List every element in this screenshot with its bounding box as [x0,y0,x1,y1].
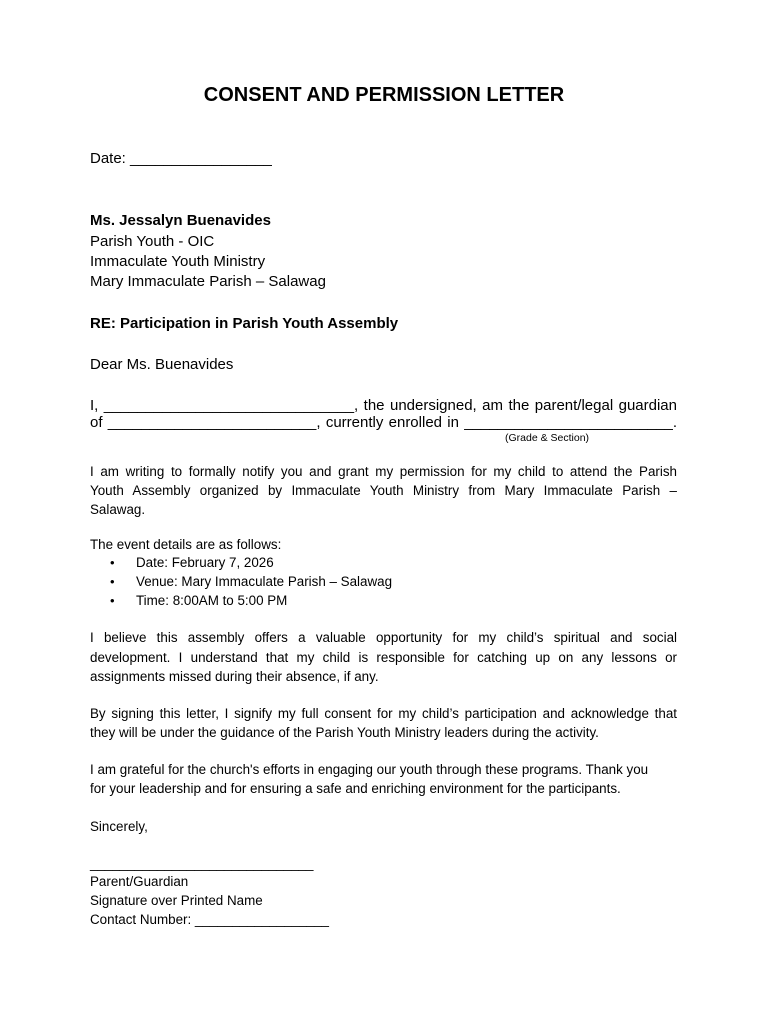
paragraph-4-line-1: I am grateful for the church's efforts in engaging our youth through these programs. Thank you [90,762,649,777]
bullet-icon: • [110,555,115,570]
signer-role: Parent/Guardian [90,874,189,889]
recipient-parish: Mary Immaculate Parish – Salawag [90,273,326,290]
guardian-line-1: I, ______________________________, the undersigned, am the parent/legal guardian [90,397,677,414]
event-intro: The event details are as follows: [90,537,282,552]
event-time: Time: 8:00AM to 5:00 PM [136,592,288,608]
signature-caption: Signature over Printed Name [90,893,263,908]
paragraph-1-line-1: I am writing to formally notify you and grant my permission for my child to attend the Parish [90,464,677,479]
event-details-list [90,554,392,610]
subject-line: RE: Participation in Parish Youth Assembly [90,315,399,332]
bullet-icon: • [110,592,115,608]
event-date: Date: February 7, 2026 [136,555,274,570]
closing: Sincerely, [90,819,148,834]
paragraph-2-line-3: assignments missed during their absence, if any. [90,669,379,684]
salutation: Dear Ms. Buenavides [90,356,234,373]
paragraph-3-line-1: By signing this letter, I signify my full consent for my child’s participation and acknowledge that [90,706,677,721]
bullet-icon: • [110,573,115,589]
recipient-position: Parish Youth - OIC [90,233,215,250]
grade-section-note: (Grade & Section) [505,432,590,444]
paragraph-2-line-2: development. I understand that my child is responsible for catching up on any lessons or [90,650,677,665]
contact-number-line: Contact Number: __________________ [90,912,329,927]
signature-line: ______________________________ [90,856,314,871]
list-item [90,592,392,611]
recipient-name: Ms. Jessalyn Buenavides [90,212,271,229]
event-venue: Venue: Mary Immaculate Parish – Salawag [136,573,393,589]
list-item [90,554,392,573]
paragraph-4-line-2: for your leadership and for ensuring a safe and enriching environment for the participants. [90,781,621,796]
date-line: Date: _________________ [90,150,272,167]
paragraph-1-line-2: Youth Assembly organized by Immaculate Youth Ministry from Mary Immaculate Parish – [90,483,677,498]
paragraph-3-line-2: they will be under the guidance of the Parish Youth Ministry leaders during the activity. [90,725,599,740]
recipient-ministry: Immaculate Youth Ministry [90,253,266,270]
paragraph-1-line-3: Salawag. [90,502,146,517]
paragraph-2-line-1: I believe this assembly offers a valuable opportunity for my child’s spiritual and social [90,630,677,645]
list-item [90,573,392,592]
guardian-line-2: of _________________________, currently enrolled in _________________________. [90,414,677,431]
page-title: CONSENT AND PERMISSION LETTER [203,84,565,106]
